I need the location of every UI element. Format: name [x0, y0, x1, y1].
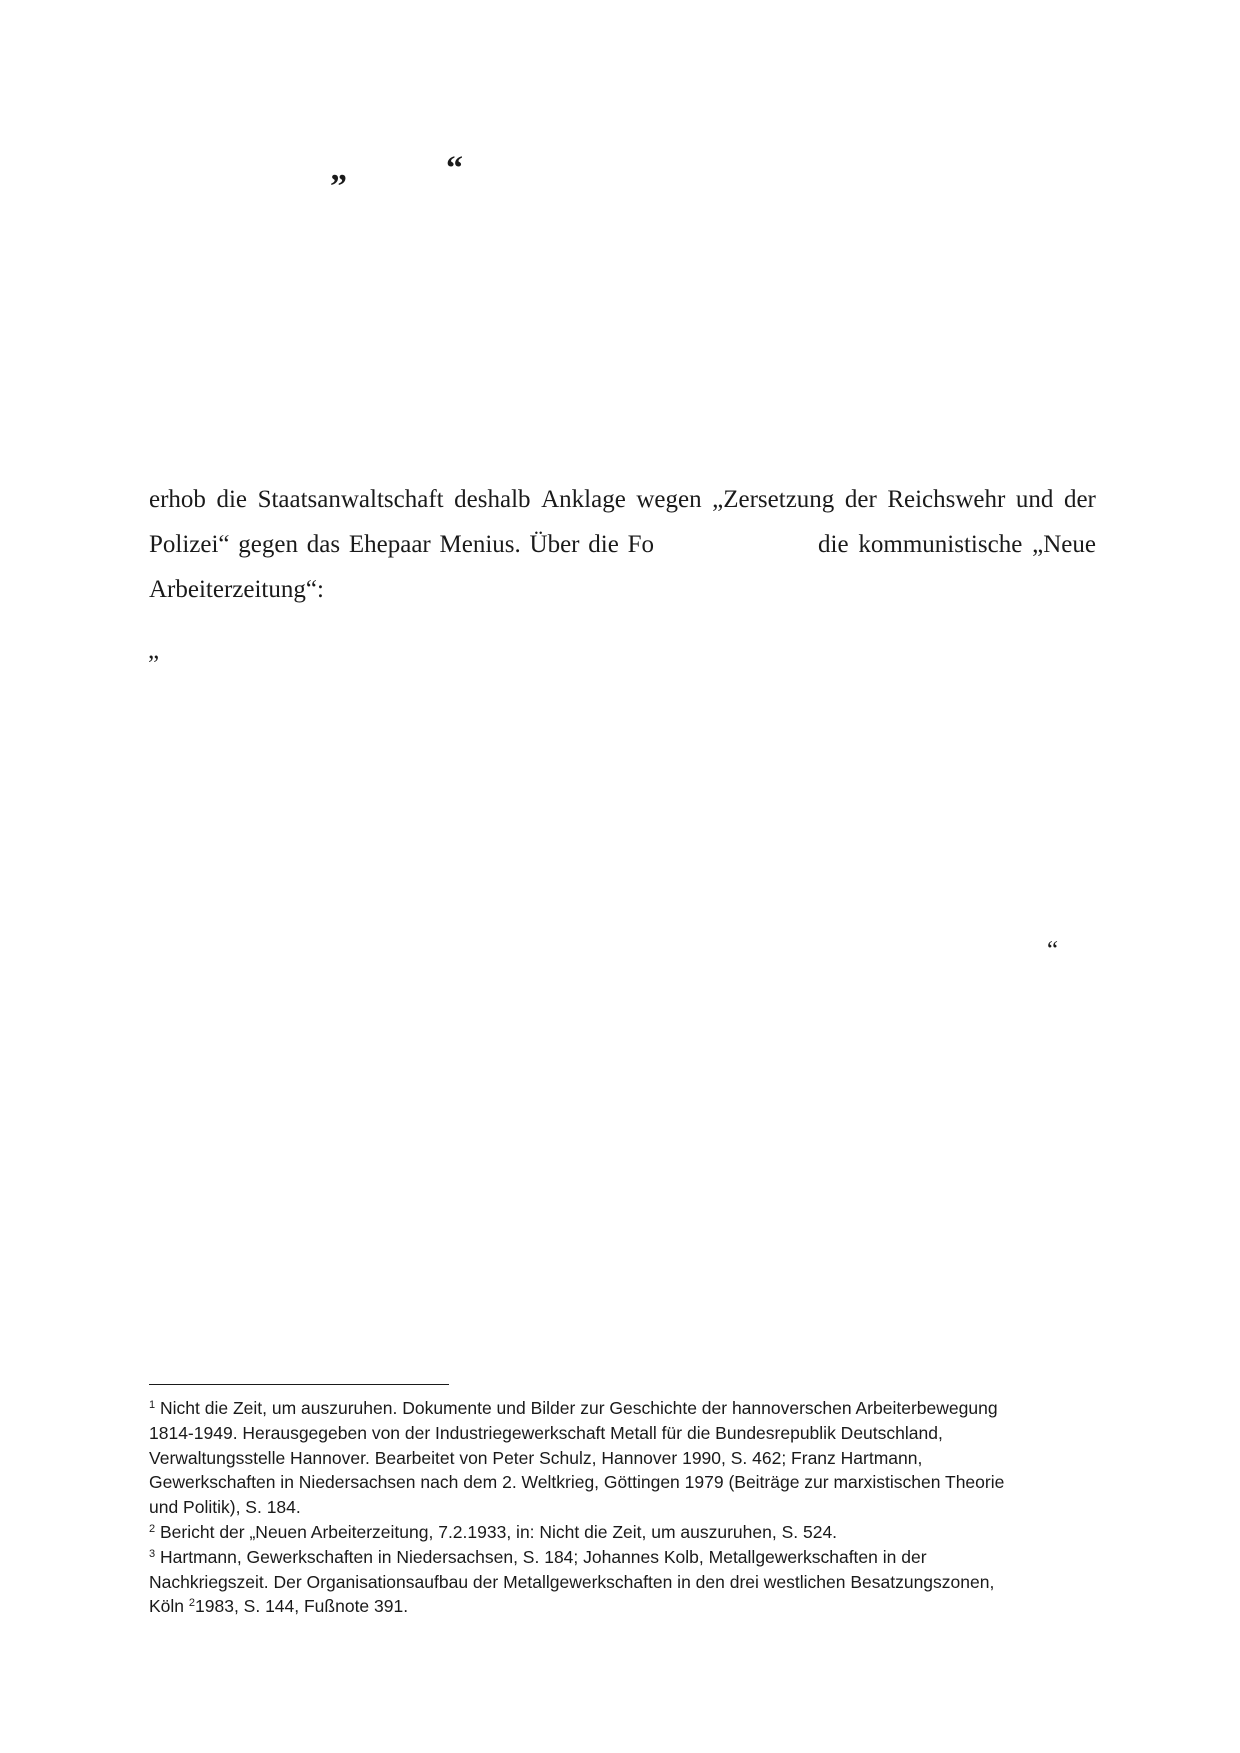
footnote-number: 3 [149, 1547, 156, 1560]
word: erhob [149, 486, 206, 513]
footnote-line [149, 1594, 1109, 1619]
word: Fo [627, 531, 654, 558]
blockquote-close-mark: “ [1047, 937, 1059, 964]
footnote-text: Bericht der „Neuen Arbeiterzeitung, 7.2.1933, in: Nicht die Zeit, um auszuruhen, S. 524. [160, 1521, 838, 1542]
footnotes [149, 1396, 1109, 1619]
word: der [844, 486, 877, 513]
heading-open-quote: ” [330, 168, 347, 205]
word: Reichswehr [887, 486, 1006, 513]
word: Menius. [439, 531, 521, 558]
word: kommunistische [858, 531, 1023, 558]
heading-close-quote: “ [446, 150, 463, 187]
word: Staatsanwaltschaft [257, 486, 444, 513]
word: die [818, 531, 849, 558]
footnote-text: Nicht die Zeit, um auszuruhen. Dokumente und Bilder zur Geschichte der hannoverschen Arbeiterbewegung [160, 1398, 998, 1418]
footnote-line [149, 1396, 1109, 1421]
body-line-2-right [818, 530, 1096, 560]
word: und [1015, 486, 1054, 513]
footnote-1 [149, 1396, 1109, 1520]
word: wegen [636, 486, 702, 513]
word: das [306, 531, 341, 558]
footnote-line: und Politik), S. 184. [149, 1497, 301, 1518]
body-line-1 [149, 485, 1096, 515]
body-line-3: Arbeiterzeitung“: [149, 576, 324, 603]
word: deshalb [454, 486, 531, 513]
word: Ehepaar [348, 531, 431, 558]
blockquote-open-mark: ” [148, 651, 160, 678]
footnote-3 [149, 1545, 1109, 1619]
footnote-text: 1983, S. 144, Fußnote 391. [195, 1596, 409, 1617]
word: der [1063, 486, 1096, 513]
footnote-text: Hartmann, Gewerkschaften in Niedersachsen, S. 184; Johannes Kolb, Metallgewerkschaften in der [160, 1546, 927, 1567]
footnote-line: Verwaltungsstelle Hannover. Bearbeitet von Peter Schulz, Hannover 1990, S. 462; Franz Hartmann, [149, 1447, 923, 1468]
footnote-line [149, 1520, 1109, 1545]
footnote-line: Nachkriegszeit. Der Organisationsaufbau der Metallgewerkschaften in den drei westlichen Besatzungszonen, [149, 1571, 995, 1592]
word: die [588, 531, 619, 558]
footnote-separator [149, 1384, 449, 1385]
body-line-2-left [149, 530, 654, 560]
footnote-line [149, 1545, 1109, 1570]
word: die [216, 486, 248, 513]
word: „Zersetzung [712, 486, 835, 513]
footnote-line: Gewerkschaften in Niedersachsen nach dem 2. Weltkrieg, Göttingen 1979 (Beiträge zur marxistischen Theorie [149, 1472, 1005, 1493]
footnote-text: Köln [149, 1596, 189, 1617]
footnote-number: 2 [149, 1522, 156, 1535]
footnote-2 [149, 1520, 1109, 1545]
word: Anklage [541, 486, 626, 513]
word: „Neue [1032, 531, 1096, 558]
footnote-number: 1 [149, 1399, 156, 1411]
word: Polizei“ [149, 531, 230, 558]
word: Über [529, 531, 580, 558]
footnote-line: 1814-1949. Herausgegeben von der Industriegewerkschaft Metall für die Bundesrepublik Deutschland, [149, 1422, 943, 1443]
word: gegen [238, 531, 298, 558]
edition-superscript: 2 [188, 1597, 196, 1610]
